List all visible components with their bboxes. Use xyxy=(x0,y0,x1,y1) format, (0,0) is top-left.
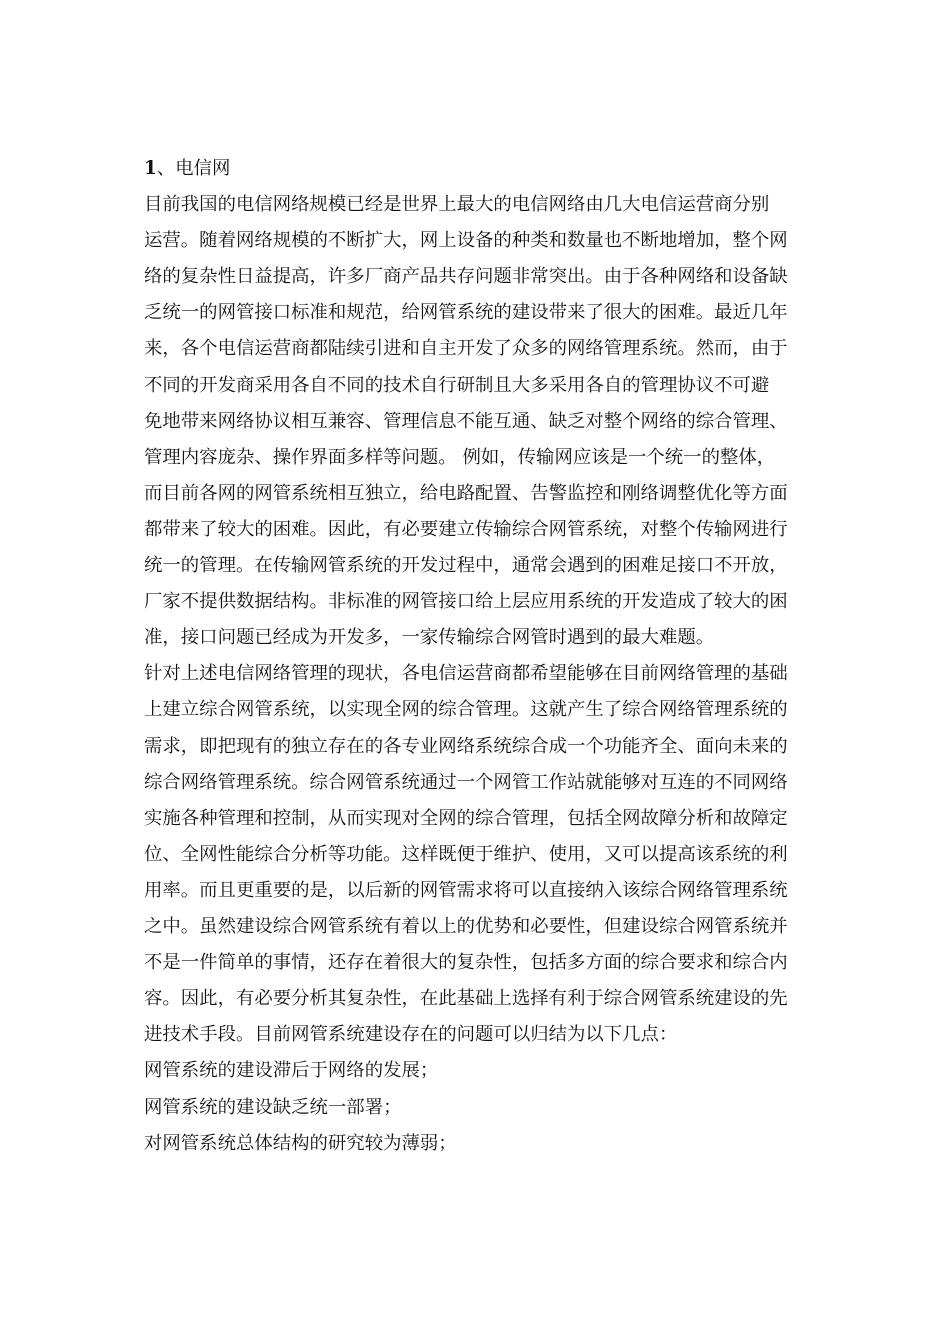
text-line: 综合网络管理系统。综合网管系统通过一个网管工作站就能够对互连的不同网络 xyxy=(144,771,788,793)
text-line: 网管系统的建设缺乏统一部署； xyxy=(144,1096,402,1118)
text-line: 不是一件简单的事情，还存在着很大的复杂性，包括多方面的综合要求和综合内 xyxy=(144,952,788,974)
text-line: 来，各个电信运营商都陆续引进和自主开发了众多的网络管理系统。然而，由于 xyxy=(144,338,788,360)
text-line: 都带来了较大的困难。因此，有必要建立传输综合网管系统，对整个传输网进行 xyxy=(144,518,788,540)
text-line: 容。因此，有必要分析其复杂性，在此基础上选择有利于综合网管系统建设的先 xyxy=(144,988,788,1010)
text-line: 上建立综合网管系统，以实现全网的综合管理。这就产生了综合网络管理系统的 xyxy=(144,699,788,721)
text-line: 进技术手段。目前网管系统建设存在的问题可以归结为以下几点： xyxy=(144,1024,678,1046)
text-line: 目前我国的电信网络规模已经是世界上最大的电信网络由几大电信运营商分别 xyxy=(144,194,770,215)
text-line: 乏统一的网管接口标准和规范，给网管系统的建设带来了很大的困难。最近几年 xyxy=(144,302,788,324)
text-line: 络的复杂性日益提高，许多厂商产品共存问题非常突出。由于各种网络和设备缺 xyxy=(144,266,788,288)
text-line: 位、全网性能综合分析等功能。这样既便于维护、使用，又可以提高该系统的利 xyxy=(144,843,788,865)
text-line: 管理内容庞杂、操作界面多样等问题。 例如，传输网应该是一个统一的整体， xyxy=(144,446,776,468)
text-line: 实施各种管理和控制，从而实现对全网的综合管理，包括全网故障分析和故障定 xyxy=(144,807,788,829)
text-line: 针对上述电信网络管理的现状，各电信运营商都希望能够在目前网络管理的基础 xyxy=(144,663,788,685)
text-line: 而目前各网的网管系统相互独立，给电路配置、告警监控和刚络调整优化等方面 xyxy=(144,482,788,504)
text-line: 之中。虽然建设综合网管系统有着以上的优势和必要性，但建设综合网管系统并 xyxy=(144,916,788,937)
text-line: 准，接口问题已经成为开发多，一家传输综合网管时遇到的最大难题。 xyxy=(144,627,715,649)
text-line: 运营。随着网络规模的不断扩大，网上设备的种类和数量也不断地增加，整个网 xyxy=(144,230,788,252)
text-line: 对网管系统总体结构的研究较为薄弱； xyxy=(144,1132,457,1154)
text-line: 用率。而且更重要的是，以后新的网管需求将可以直接纳入该综合网络管理系统 xyxy=(144,879,788,901)
section-title: 、电信网 xyxy=(156,158,231,179)
section-heading xyxy=(144,157,824,181)
text-line: 需求，即把现有的独立存在的各专业网络系统综合成一个功能齐全、面向未来的 xyxy=(144,735,788,757)
text-line: 厂家不提供数据结构。非标准的网管接口给上层应用系统的开发造成了较大的困 xyxy=(144,591,788,613)
text-line: 不同的开发商采用各自不同的技术自行研制且大多采用各自的管理协议不可避 xyxy=(144,374,770,396)
text-line: 网管系统的建设滞后于网络的发展； xyxy=(144,1060,439,1082)
section-number: 1 xyxy=(144,158,157,179)
text-line: 统一的管理。在传输网管系统的开发过程中，通常会遇到的困难足接口不开放， xyxy=(144,555,788,576)
text-line: 免地带来网络协议相互兼容、管理信息不能互通、缺乏对整个网络的综合管理、 xyxy=(144,410,788,432)
